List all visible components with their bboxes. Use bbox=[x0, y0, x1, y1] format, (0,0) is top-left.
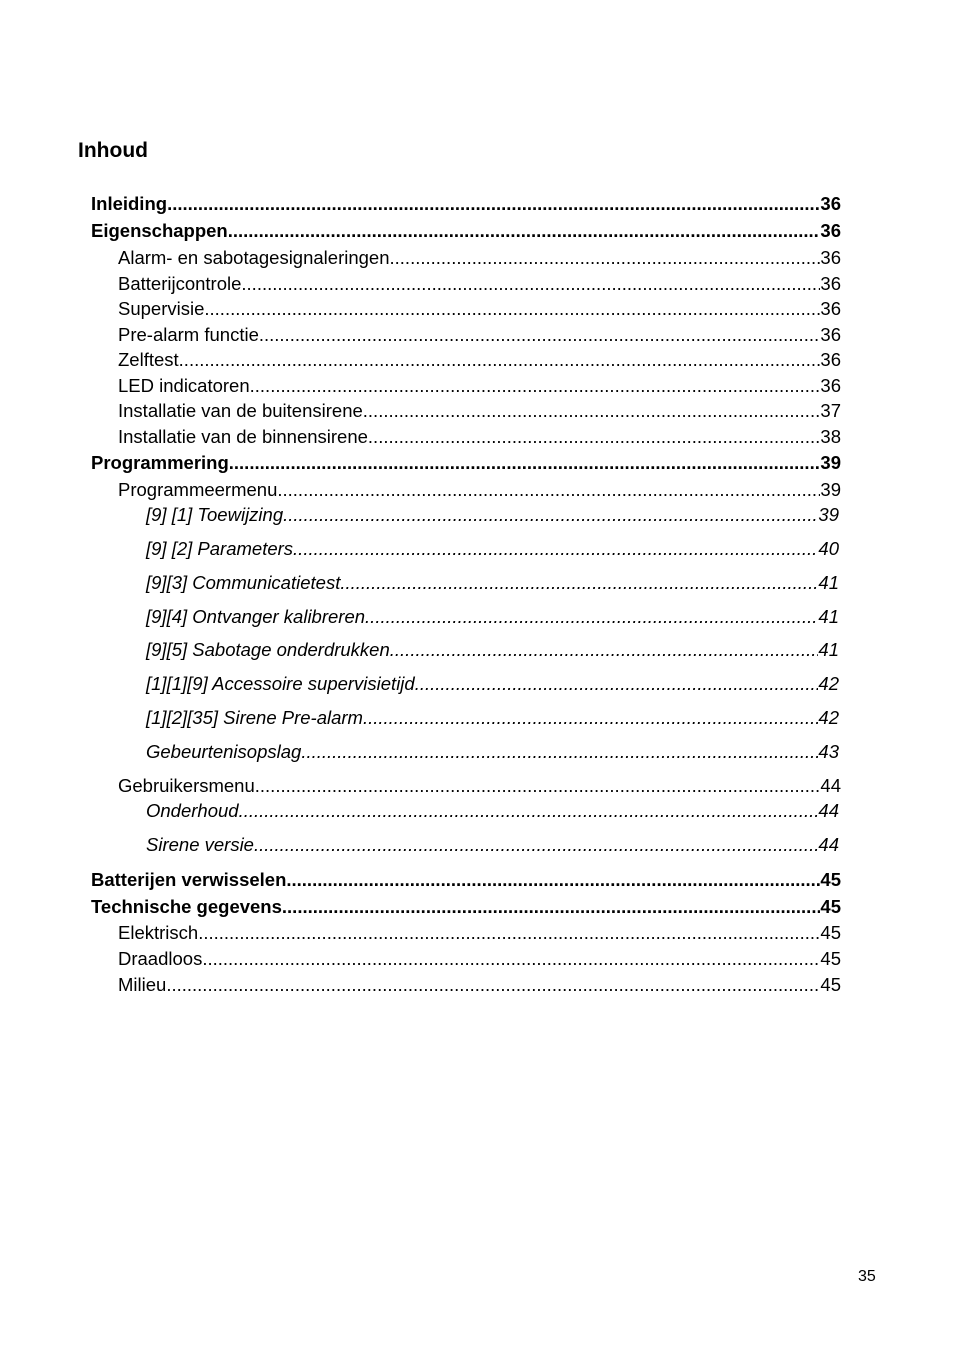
toc-entry[interactable] bbox=[91, 605, 839, 629]
toc-entry[interactable] bbox=[91, 246, 841, 270]
toc-entry-label: Batterijcontrole bbox=[118, 273, 242, 294]
toc-entry-page: 45 bbox=[820, 922, 841, 943]
toc-entry[interactable] bbox=[91, 571, 839, 595]
toc-entry[interactable] bbox=[91, 323, 841, 347]
toc-entry[interactable] bbox=[91, 868, 841, 892]
toc-entry[interactable] bbox=[91, 451, 841, 475]
toc-entry[interactable] bbox=[91, 672, 839, 696]
toc-leader-dots bbox=[286, 868, 820, 892]
toc-entry-page: 45 bbox=[820, 974, 841, 995]
toc-entry-page: 41 bbox=[818, 606, 839, 627]
toc-entry[interactable] bbox=[91, 348, 841, 372]
toc-entry-label: Technische gegevens bbox=[91, 896, 282, 917]
toc-entry-page: 42 bbox=[818, 707, 839, 728]
toc-entry[interactable] bbox=[91, 297, 841, 321]
page-number: 35 bbox=[858, 1268, 876, 1285]
toc-entry-page: 36 bbox=[820, 247, 841, 268]
toc-entry[interactable] bbox=[91, 537, 839, 561]
toc-entry-label: Supervisie bbox=[118, 298, 205, 319]
toc-leader-dots bbox=[365, 605, 818, 629]
toc-entry-label: [1][1][9] Accessoire supervisietijd bbox=[146, 673, 415, 694]
toc-entry-label: [9][5] Sabotage onderdrukken bbox=[146, 639, 390, 660]
toc-entry-label: Installatie van de buitensirene bbox=[118, 400, 363, 421]
toc-leader-dots bbox=[259, 323, 821, 347]
toc-entry-page: 36 bbox=[820, 349, 841, 370]
toc-entry-page: 37 bbox=[820, 400, 841, 421]
toc-entry[interactable] bbox=[91, 399, 841, 423]
toc-entry-page: 42 bbox=[818, 673, 839, 694]
toc-leader-dots bbox=[390, 638, 819, 662]
toc-leader-dots bbox=[166, 973, 820, 997]
toc-leader-dots bbox=[179, 348, 821, 372]
toc-entry[interactable] bbox=[91, 425, 841, 449]
toc-leader-dots bbox=[368, 425, 821, 449]
toc-entry-page: 36 bbox=[820, 193, 841, 214]
toc-entry-page: 38 bbox=[820, 426, 841, 447]
table-of-contents bbox=[91, 0, 841, 1349]
page-title: Inhoud bbox=[78, 139, 148, 162]
toc-entry-page: 39 bbox=[818, 504, 839, 525]
toc-entry[interactable] bbox=[91, 895, 841, 919]
toc-entry-label: [9] [2] Parameters bbox=[146, 538, 294, 559]
toc-entry-page: 44 bbox=[818, 834, 839, 855]
toc-leader-dots bbox=[204, 297, 820, 321]
toc-entry-page: 40 bbox=[818, 538, 839, 559]
toc-entry[interactable] bbox=[91, 947, 841, 971]
toc-entry[interactable] bbox=[91, 774, 841, 798]
toc-entry-page: 36 bbox=[820, 273, 841, 294]
toc-entry[interactable] bbox=[91, 478, 841, 502]
toc-entry-label: Batterijen verwisselen bbox=[91, 869, 287, 890]
toc-entry-page: 45 bbox=[820, 948, 841, 969]
toc-leader-dots bbox=[229, 451, 821, 475]
toc-entry-label: [9][4] Ontvanger kalibreren bbox=[146, 606, 366, 627]
toc-entry-label: [1][2][35] Sirene Pre-alarm bbox=[146, 707, 363, 728]
toc-leader-dots bbox=[198, 921, 820, 945]
toc-entry-page: 45 bbox=[820, 869, 841, 890]
toc-entry-label: Programmering bbox=[91, 452, 229, 473]
toc-entry-label: [9][3] Communicatietest bbox=[146, 572, 341, 593]
toc-leader-dots bbox=[283, 503, 818, 527]
toc-leader-dots bbox=[239, 799, 819, 823]
toc-entry-label: Zelftest bbox=[118, 349, 179, 370]
toc-entry-label: Eigenschappen bbox=[91, 220, 228, 241]
toc-leader-dots bbox=[363, 706, 818, 730]
toc-entry-page: 39 bbox=[820, 452, 841, 473]
toc-entry[interactable] bbox=[91, 503, 839, 527]
toc-leader-dots bbox=[282, 895, 821, 919]
toc-entry-page: 43 bbox=[818, 741, 839, 762]
toc-entry[interactable] bbox=[91, 192, 841, 216]
toc-entry-page: 41 bbox=[818, 639, 839, 660]
toc-entry-page: 36 bbox=[820, 220, 841, 241]
toc-leader-dots bbox=[167, 192, 820, 216]
toc-entry-page: 36 bbox=[820, 298, 841, 319]
toc-entry-label: Gebeurtenisopslag bbox=[146, 741, 302, 762]
toc-entry[interactable] bbox=[91, 921, 841, 945]
toc-entry-page: 39 bbox=[820, 479, 841, 500]
toc-entry-label: Onderhoud bbox=[146, 800, 239, 821]
toc-entry[interactable] bbox=[91, 799, 839, 823]
toc-entry-label: Gebruikersmenu bbox=[118, 775, 255, 796]
toc-leader-dots bbox=[202, 947, 820, 971]
toc-leader-dots bbox=[228, 219, 821, 243]
toc-leader-dots bbox=[340, 571, 818, 595]
toc-leader-dots bbox=[255, 774, 821, 798]
toc-entry-label: LED indicatoren bbox=[118, 375, 250, 396]
toc-entry-label: Programmeermenu bbox=[118, 479, 278, 500]
toc-entry[interactable] bbox=[91, 706, 839, 730]
toc-entry-label: Inleiding bbox=[91, 193, 168, 214]
toc-leader-dots bbox=[277, 478, 820, 502]
toc-leader-dots bbox=[390, 246, 821, 270]
toc-leader-dots bbox=[363, 399, 821, 423]
toc-entry-label: Sirene versie bbox=[146, 834, 254, 855]
toc-entry[interactable] bbox=[91, 740, 839, 764]
toc-entry-label: Pre-alarm functie bbox=[118, 324, 259, 345]
toc-entry-label: Milieu bbox=[118, 974, 167, 995]
toc-entry[interactable] bbox=[91, 833, 839, 857]
toc-entry-page: 44 bbox=[820, 775, 841, 796]
toc-entry[interactable] bbox=[91, 272, 841, 296]
toc-entry-page: 45 bbox=[820, 896, 841, 917]
toc-leader-dots bbox=[254, 833, 818, 857]
toc-entry-label: Draadloos bbox=[118, 948, 203, 969]
toc-entry-page: 36 bbox=[820, 324, 841, 345]
toc-leader-dots bbox=[250, 374, 821, 398]
toc-entry-label: Elektrisch bbox=[118, 922, 199, 943]
toc-entry-page: 41 bbox=[818, 572, 839, 593]
toc-entry-page: 44 bbox=[818, 800, 839, 821]
toc-entry-label: Installatie van de binnensirene bbox=[118, 426, 368, 447]
toc-leader-dots bbox=[415, 672, 819, 696]
toc-entry[interactable] bbox=[91, 973, 841, 997]
toc-entry-label: [9] [1] Toewijzing bbox=[146, 504, 284, 525]
toc-leader-dots bbox=[293, 537, 818, 561]
toc-entry[interactable] bbox=[91, 638, 839, 662]
toc-leader-dots bbox=[241, 272, 820, 296]
toc-entry[interactable] bbox=[91, 219, 841, 243]
toc-entry-page: 36 bbox=[820, 375, 841, 396]
toc-entry[interactable] bbox=[91, 374, 841, 398]
toc-entry-label: Alarm- en sabotagesignaleringen bbox=[118, 247, 390, 268]
toc-leader-dots bbox=[301, 740, 818, 764]
